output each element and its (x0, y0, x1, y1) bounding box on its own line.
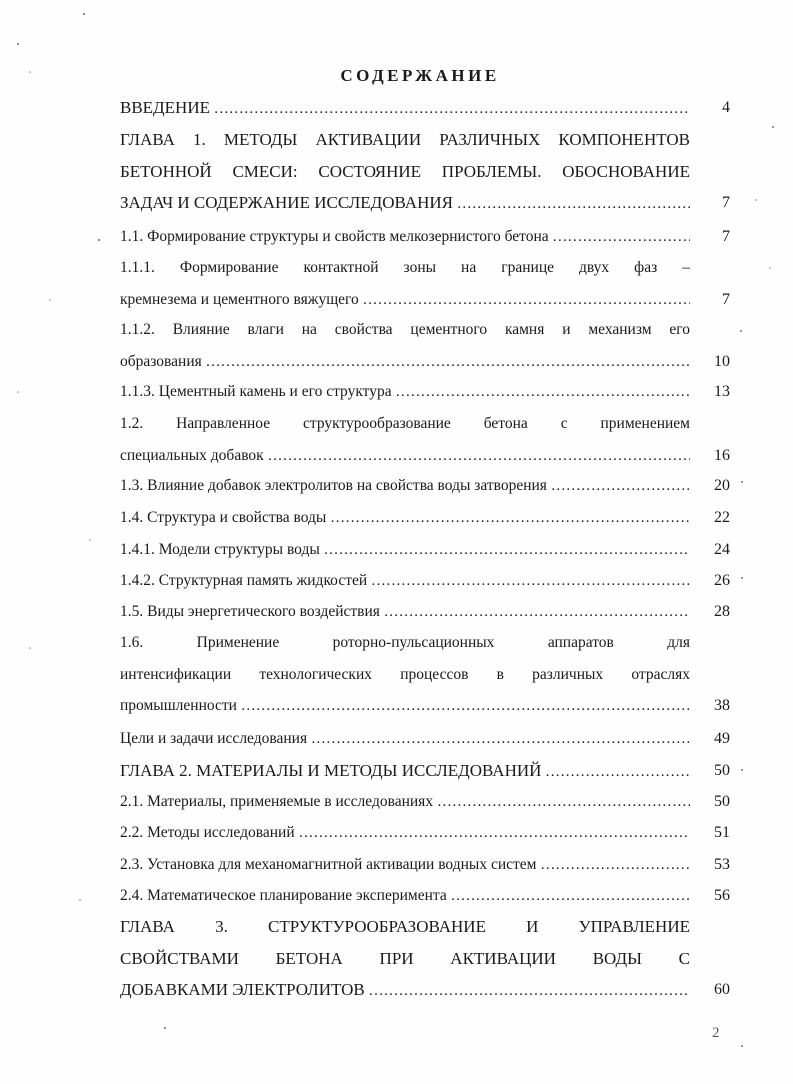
toc-entry-line: 1.6. Применение роторно-пульсационных аппаратов для (120, 634, 690, 651)
toc-page-ref: 51 (714, 824, 730, 841)
toc-entry-line: образования ……………………………………………………………………………………………………………………………………………………………………………………… (120, 349, 690, 375)
toc-entry-line: 2.4. Математическое планирование эксперимента ……………………………………………………………………………………………………………………………………………………………………………………… (120, 883, 690, 909)
toc-page-ref: 50 (714, 793, 730, 810)
toc-page-ref: 4 (722, 99, 730, 116)
toc-title: СОДЕРЖАНИЕ (340, 66, 500, 85)
toc-page-ref: 49 (714, 730, 730, 747)
toc-page-ref: 13 (714, 383, 730, 400)
toc-entry-line: БЕТОННОЙ СМЕСИ: СОСТОЯНИЕ ПРОБЛЕМЫ. ОБОСНОВАНИЕ (120, 161, 690, 181)
toc-entry-line: 1.5. Виды энергетического воздействия ……………………………………………………………………………………………………………………………………………………………………………………… (120, 599, 690, 625)
toc-entry-line: ЗАДАЧ И СОДЕРЖАНИЕ ИССЛЕДОВАНИЯ ……………………………………………………………………………………………………………………………………………………………………………………… (120, 190, 690, 216)
toc-entry-line: 1.3. Влияние добавок электролитов на свойства воды затворения ……………………………………………………………………………………………………………………………………………………………………………………… (120, 473, 690, 499)
toc-entry-line: 2.2. Методы исследований ……………………………………………………………………………………………………………………………………………………………………………………… (120, 820, 690, 846)
toc-entry-line: 1.4.1. Модели структуры воды ……………………………………………………………………………………………………………………………………………………………………………………… (120, 537, 690, 563)
toc-entry-line: 1.1. Формирование структуры и свойств мелкозернистого бетона ……………………………………………………………………………………………………………………………………………………………………………………… (120, 224, 690, 250)
toc-page-ref: 7 (722, 194, 730, 211)
toc-entry-line: СВОЙСТВАМИ БЕТОНА ПРИ АКТИВАЦИИ ВОДЫ С (120, 948, 690, 968)
toc-page-ref: 22 (714, 509, 730, 526)
toc-page-ref: 7 (722, 290, 730, 308)
toc-entry-line: 1.1.1. Формирование контактной зоны на границе двух фаз – (120, 259, 690, 276)
page-number: 2 (712, 1025, 720, 1041)
toc-page-ref: 38 (714, 697, 730, 714)
toc-entry-line: специальных добавок ……………………………………………………………………………………………………………………………………………………………………………………… (120, 443, 690, 469)
toc-entry-line: Цели и задачи исследования ……………………………………………………………………………………………………………………………………………………………………………………… (120, 726, 690, 752)
toc-page-ref: 24 (714, 541, 730, 558)
toc-page-ref: 53 (714, 856, 730, 873)
toc-page-ref: 20 (714, 477, 730, 494)
toc-entry-line: ГЛАВА 1. МЕТОДЫ АКТИВАЦИИ РАЗЛИЧНЫХ КОМПОНЕНТОВ (120, 130, 690, 149)
toc-entry-line: 1.1.3. Цементный камень и его структура ……………………………………………………………………………………………………………………………………………………………………………………… (120, 379, 690, 405)
toc-page-ref: 7 (722, 228, 730, 245)
toc-entry-line: интенсификации технологических процессов в различных отраслях (120, 665, 690, 683)
toc-entry-line: промышленности ……………………………………………………………………………………………………………………………………………………………………………………… (120, 693, 690, 719)
toc-page-ref: 56 (714, 887, 730, 904)
toc-entry-line: 2.1. Материалы, применяемые в исследованиях ……………………………………………………………………………………………………………………………………………………………………………………… (120, 789, 690, 815)
toc-entry-line: 1.4. Структура и свойства воды ……………………………………………………………………………………………………………………………………………………………………………………… (120, 505, 690, 531)
toc-entry-line: 2.3. Установка для механомагнитной активации водных систем ……………………………………………………………………………………………………………………………………………………………………………………… (120, 852, 690, 878)
toc-page-ref: 26 (714, 572, 730, 589)
toc-entry-line: 1.1.2. Влияние влаги на свойства цементного камня и механизм его (120, 321, 690, 338)
toc-entry-line: 1.2. Направленное структурообразование бетона с применением (120, 415, 690, 432)
toc-page-ref: 16 (714, 446, 730, 464)
toc-entry-line: кремнезема и цементного вяжущего ……………………………………………………………………………………………………………………………………………………………………………………… (120, 287, 690, 313)
toc-page-ref: 50 (714, 762, 730, 779)
toc-entry-line: ГЛАВА 3. СТРУКТУРООБРАЗОВАНИЕ И УПРАВЛЕНИЕ (120, 917, 690, 936)
toc-entry-line: ГЛАВА 2. МАТЕРИАЛЫ И МЕТОДЫ ИССЛЕДОВАНИЙ ……………………………………………………………………………………………………………………………………………………………………………………… (120, 758, 690, 784)
toc-entry-line: 1.4.2. Структурная память жидкостей ……………………………………………………………………………………………………………………………………………………………………………………… (120, 568, 690, 594)
toc-page-ref: 28 (714, 603, 730, 620)
toc-page-ref: 10 (714, 352, 730, 370)
toc-entry-line: ДОБАВКАМИ ЭЛЕКТРОЛИТОВ ……………………………………………………………………………………………………………………………………………………………………………………… (120, 977, 690, 1003)
toc-page-ref: 60 (714, 981, 730, 998)
toc-entry-line: ВВЕДЕНИЕ ……………………………………………………………………………………………………………………………………………………………………………………… (120, 95, 690, 121)
